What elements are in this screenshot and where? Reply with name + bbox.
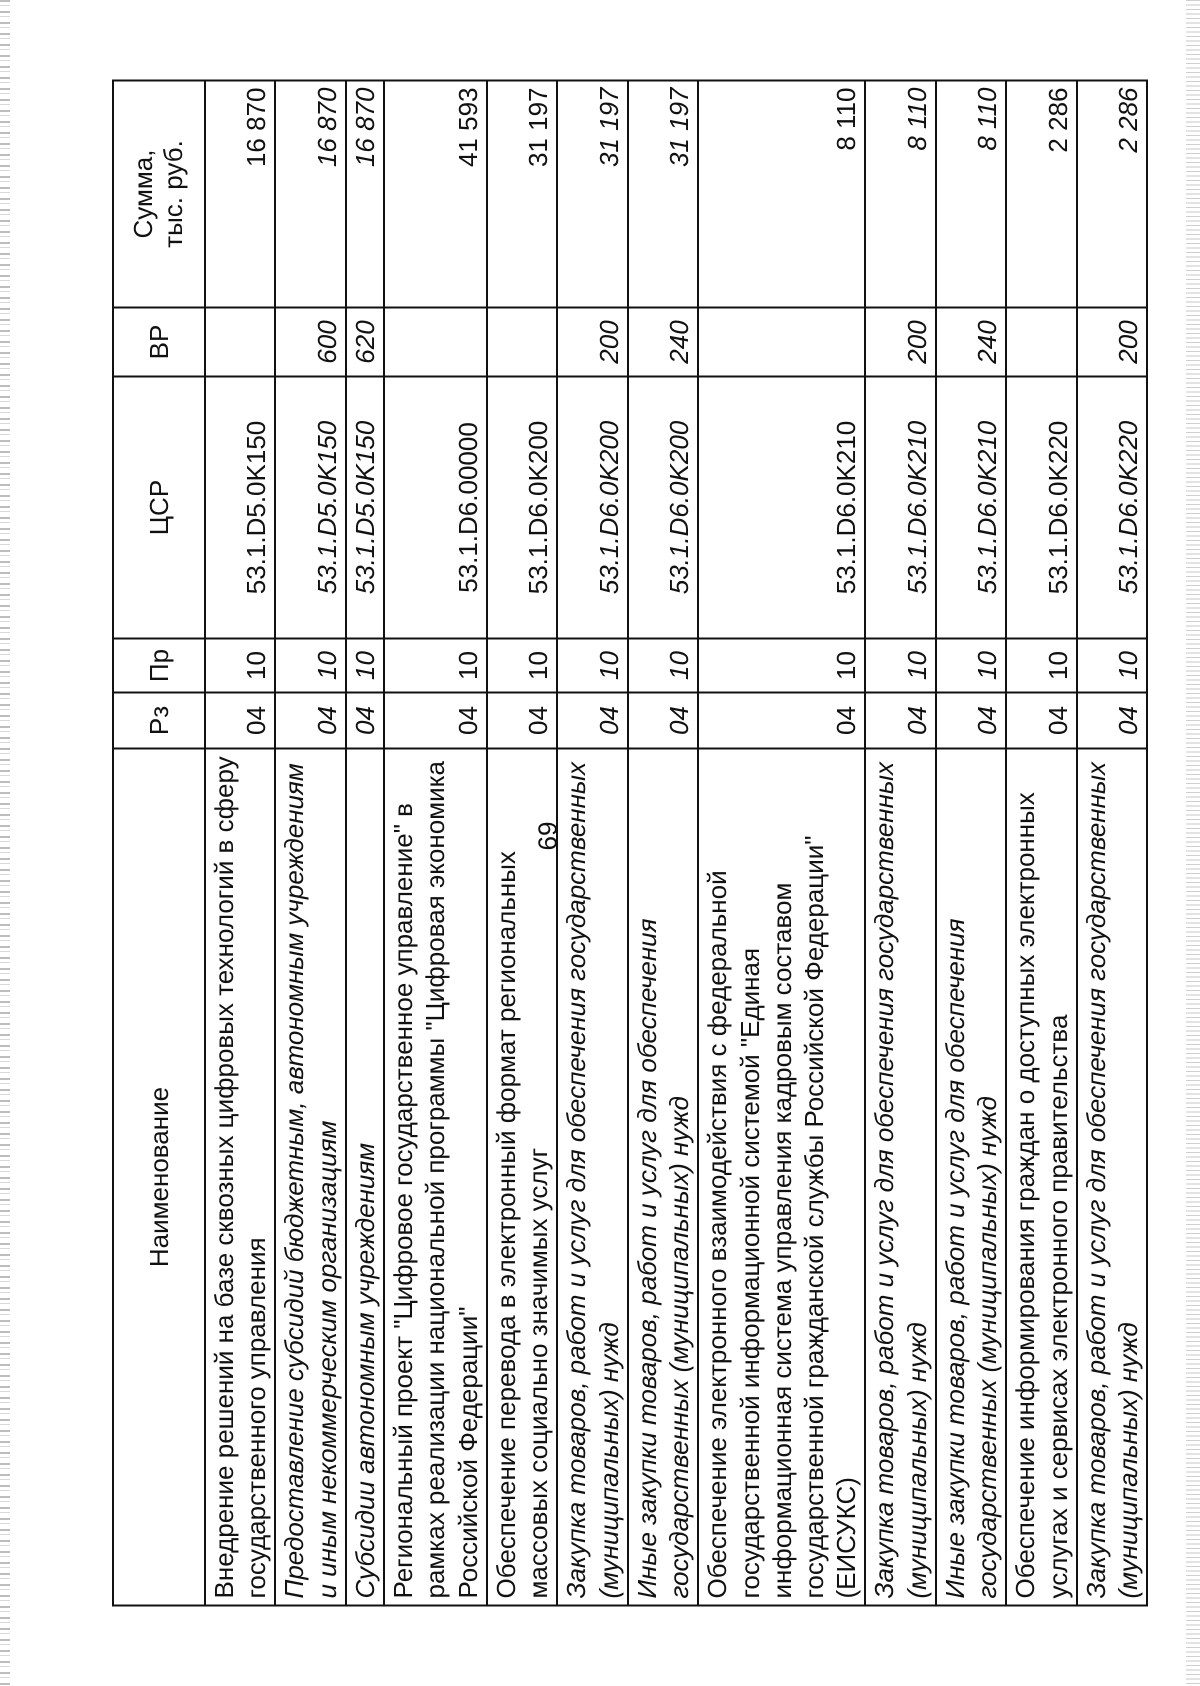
cell-name: Предоставление субсидий бюджетным, автономным учреждениям и иным некоммерческим организациям [275, 749, 345, 1606]
cell-csr: 53.1.D6.0K210 [865, 377, 935, 639]
cell-csr: 53.1.D5.0K150 [205, 377, 275, 639]
cell-pr: 10 [205, 639, 275, 693]
table-row [698, 81, 865, 1606]
cell-pr: 10 [487, 639, 557, 693]
budget-table [112, 80, 1148, 1607]
cell-name: Иные закупки товаров, работ и услуг для обеспечения государственных (муниципальных) нужд [628, 749, 698, 1606]
cell-sum: 16 870 [205, 81, 275, 308]
cell-rz: 04 [698, 693, 865, 749]
page-number: 69 [532, 821, 563, 851]
cell-pr: 10 [698, 639, 865, 693]
cell-sum: 31 197 [487, 81, 557, 308]
cell-name: Иные закупки товаров, работ и услуг для обеспечения государственных (муниципальных) нужд [936, 749, 1006, 1606]
table-row [865, 81, 935, 1606]
cell-name: Закупка товаров, работ и услуг для обеспечения государственных (муниципальных) нужд [1077, 749, 1147, 1606]
cell-pr: 10 [936, 639, 1006, 693]
cell-csr: 53.1.D6.0K220 [1006, 377, 1076, 639]
table-row [557, 81, 627, 1606]
cell-pr: 10 [865, 639, 935, 693]
cell-name: Обеспечение электронного взаимодействия с федеральной государственной информационной системой "Единая информационная система управления кадровым составом государственной гражданской службы Российской Федерации" (ЕИСУКС) [698, 749, 865, 1606]
cell-vr: 620 [346, 308, 384, 377]
cell-name: Обеспечение информирования граждан о доступных электронных услугах и сервисах электронного правительства [1006, 749, 1076, 1606]
cell-name: Региональный проект "Цифровое государственное управление" в рамках реализации национальной программы "Цифровая экономика Российской Федерации" [384, 749, 487, 1606]
scan-edge-right [1186, 0, 1200, 1686]
cell-sum: 31 197 [628, 81, 698, 308]
cell-name: Закупка товаров, работ и услуг для обеспечения государственных (муниципальных) нужд [557, 749, 627, 1606]
table-row [384, 81, 487, 1606]
cell-vr [698, 308, 865, 377]
cell-sum: 8 110 [936, 81, 1006, 308]
cell-csr: 53.1.D6.00000 [384, 377, 487, 639]
cell-rz: 04 [384, 693, 487, 749]
cell-rz: 04 [1077, 693, 1147, 749]
table-row [346, 81, 384, 1606]
table-row [1077, 81, 1147, 1606]
cell-rz: 04 [346, 693, 384, 749]
table-row [205, 81, 275, 1606]
header-sum-line1: Сумма, [128, 149, 159, 239]
cell-sum: 8 110 [698, 81, 865, 308]
cell-sum: 8 110 [865, 81, 935, 308]
table-row [487, 81, 557, 1606]
cell-csr: 53.1.D6.0K210 [698, 377, 865, 639]
cell-sum: 2 286 [1077, 81, 1147, 308]
budget-table-rotated [112, 82, 1144, 1607]
cell-name: Закупка товаров, работ и услуг для обеспечения государственных (муниципальных) нужд [865, 749, 935, 1606]
cell-csr: 53.1.D6.0K210 [936, 377, 1006, 639]
cell-rz: 04 [275, 693, 345, 749]
cell-vr: 240 [936, 308, 1006, 377]
cell-pr: 10 [628, 639, 698, 693]
header-sum [113, 81, 205, 308]
cell-csr: 53.1.D6.0K220 [1077, 377, 1147, 639]
cell-rz: 04 [628, 693, 698, 749]
cell-pr: 10 [1077, 639, 1147, 693]
cell-rz: 04 [936, 693, 1006, 749]
cell-vr [384, 308, 487, 377]
table-row [1006, 81, 1076, 1606]
cell-sum: 16 870 [275, 81, 345, 308]
table-body [205, 81, 1147, 1606]
header-row [113, 81, 205, 1606]
cell-name: Субсидии автономным учреждениям [346, 749, 384, 1606]
cell-csr: 53.1.D6.0K200 [628, 377, 698, 639]
cell-rz: 04 [865, 693, 935, 749]
cell-vr: 200 [1077, 308, 1147, 377]
cell-pr: 10 [557, 639, 627, 693]
header-csr: ЦСР [113, 377, 205, 639]
header-vr: ВР [113, 308, 205, 377]
cell-vr [487, 308, 557, 377]
scan-edge-left [0, 0, 10, 1686]
table-row [936, 81, 1006, 1606]
cell-name: Внедрение решений на базе сквозных цифровых технологий в сферу государственного управления [205, 749, 275, 1606]
header-rz: Рз [113, 693, 205, 749]
cell-sum: 31 197 [557, 81, 627, 308]
cell-sum: 41 593 [384, 81, 487, 308]
cell-vr: 200 [865, 308, 935, 377]
cell-vr [205, 308, 275, 377]
header-sum-line2: тыс. руб. [158, 140, 188, 248]
cell-pr: 10 [346, 639, 384, 693]
cell-pr: 10 [1006, 639, 1076, 693]
cell-csr: 53.1.D6.0K200 [557, 377, 627, 639]
cell-rz: 04 [205, 693, 275, 749]
cell-rz: 04 [557, 693, 627, 749]
table-row [275, 81, 345, 1606]
table-row [628, 81, 698, 1606]
cell-name: Обеспечение перевода в электронный формат региональных массовых социально значимых услуг [487, 749, 557, 1606]
cell-vr: 600 [275, 308, 345, 377]
cell-pr: 10 [275, 639, 345, 693]
header-pr: Пр [113, 639, 205, 693]
cell-rz: 04 [487, 693, 557, 749]
cell-sum: 16 870 [346, 81, 384, 308]
cell-vr: 200 [557, 308, 627, 377]
cell-vr [1006, 308, 1076, 377]
header-name: Наименование [113, 749, 205, 1606]
cell-csr: 53.1.D6.0K200 [487, 377, 557, 639]
cell-csr: 53.1.D5.0K150 [275, 377, 345, 639]
cell-sum: 2 286 [1006, 81, 1076, 308]
cell-pr: 10 [384, 639, 487, 693]
cell-csr: 53.1.D5.0K150 [346, 377, 384, 639]
cell-vr: 240 [628, 308, 698, 377]
cell-rz: 04 [1006, 693, 1076, 749]
